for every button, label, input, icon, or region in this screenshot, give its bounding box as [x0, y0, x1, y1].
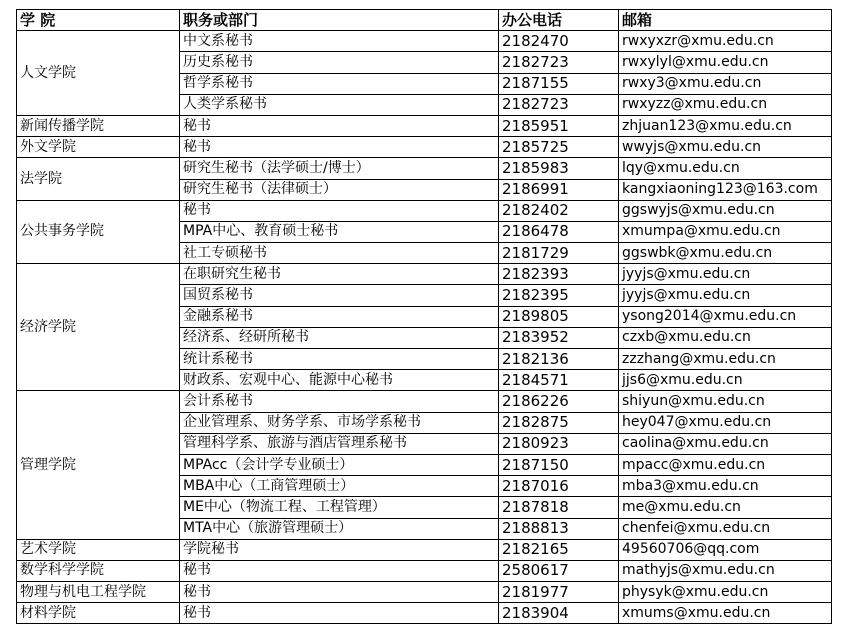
- phone-cell: 2182165: [499, 539, 619, 560]
- table-row: [17, 137, 832, 158]
- role-cell: 哲学系秘书: [180, 73, 499, 94]
- email-cell: ggswbk@xmu.edu.cn: [619, 243, 832, 264]
- college-cell: 公共事务学院: [17, 200, 180, 264]
- email-cell: rwxyxzr@xmu.edu.cn: [619, 31, 832, 52]
- phone-cell: 2182470: [499, 31, 619, 52]
- phone-cell: 2187818: [499, 497, 619, 518]
- role-cell: 学院秘书: [180, 539, 499, 560]
- role-cell: 秘书: [180, 603, 499, 624]
- role-cell: 企业管理系、财务学系、市场学系秘书: [180, 412, 499, 433]
- role-cell: 经济系、经研所秘书: [180, 327, 499, 348]
- email-cell: jyyjs@xmu.edu.cn: [619, 264, 832, 285]
- role-cell: 统计系秘书: [180, 349, 499, 370]
- phone-cell: 2186226: [499, 391, 619, 412]
- role-cell: 管理科学系、旅游与酒店管理系秘书: [180, 433, 499, 454]
- email-cell: chenfei@xmu.edu.cn: [619, 518, 832, 539]
- email-cell: mpacc@xmu.edu.cn: [619, 454, 832, 475]
- phone-cell: 2185951: [499, 115, 619, 136]
- email-cell: me@xmu.edu.cn: [619, 497, 832, 518]
- email-cell: ggswyjs@xmu.edu.cn: [619, 200, 832, 221]
- role-cell: 在职研究生秘书: [180, 264, 499, 285]
- email-cell: ysong2014@xmu.edu.cn: [619, 306, 832, 327]
- phone-cell: 2185725: [499, 137, 619, 158]
- header-row: [17, 10, 832, 31]
- email-cell: lqy@xmu.edu.cn: [619, 158, 832, 179]
- email-cell: zhjuan123@xmu.edu.cn: [619, 115, 832, 136]
- college-cell: 数学科学学院: [17, 560, 180, 581]
- role-cell: 人类学系秘书: [180, 94, 499, 115]
- email-cell: jjs6@xmu.edu.cn: [619, 370, 832, 391]
- role-cell: MPAcc（会计学专业硕士）: [180, 454, 499, 475]
- role-cell: 历史系秘书: [180, 52, 499, 73]
- email-cell: wwyjs@xmu.edu.cn: [619, 137, 832, 158]
- role-cell: 社工专硕秘书: [180, 243, 499, 264]
- phone-cell: 2182393: [499, 264, 619, 285]
- email-cell: physyk@xmu.edu.cn: [619, 582, 832, 603]
- phone-cell: 2180923: [499, 433, 619, 454]
- phone-cell: 2183952: [499, 327, 619, 348]
- role-cell: MTA中心（旅游管理硕士）: [180, 518, 499, 539]
- email-cell: shiyun@xmu.edu.cn: [619, 391, 832, 412]
- table-row: [17, 582, 832, 603]
- role-cell: 中文系秘书: [180, 31, 499, 52]
- college-cell: 经济学院: [17, 264, 180, 391]
- role-cell: MBA中心（工商管理硕士）: [180, 476, 499, 497]
- email-cell: xmums@xmu.edu.cn: [619, 603, 832, 624]
- phone-cell: 2187155: [499, 73, 619, 94]
- email-cell: czxb@xmu.edu.cn: [619, 327, 832, 348]
- email-cell: rwxy3@xmu.edu.cn: [619, 73, 832, 94]
- phone-cell: 2182723: [499, 94, 619, 115]
- email-cell: 49560706@qq.com: [619, 539, 832, 560]
- role-cell: 研究生秘书（法律硕士）: [180, 179, 499, 200]
- role-cell: 研究生秘书（法学硕士/博士）: [180, 158, 499, 179]
- phone-cell: 2182136: [499, 349, 619, 370]
- table-row: [17, 115, 832, 136]
- college-cell: 材料学院: [17, 603, 180, 624]
- phone-cell: 2183904: [499, 603, 619, 624]
- role-cell: 国贸系秘书: [180, 285, 499, 306]
- header-role: 职务或部门: [180, 10, 499, 31]
- phone-cell: 2182395: [499, 285, 619, 306]
- phone-cell: 2181977: [499, 582, 619, 603]
- table-body: [17, 31, 832, 624]
- email-cell: kangxiaoning123@163.com: [619, 179, 832, 200]
- role-cell: 秘书: [180, 137, 499, 158]
- role-cell: 财政系、宏观中心、能源中心秘书: [180, 370, 499, 391]
- role-cell: 秘书: [180, 582, 499, 603]
- role-cell: 秘书: [180, 560, 499, 581]
- header-phone: 办公电话: [499, 10, 619, 31]
- college-cell: 新闻传播学院: [17, 115, 180, 136]
- table-row: [17, 31, 832, 52]
- phone-cell: 2580617: [499, 560, 619, 581]
- phone-cell: 2186991: [499, 179, 619, 200]
- college-cell: 法学院: [17, 158, 180, 200]
- role-cell: ME中心（物流工程、工程管理）: [180, 497, 499, 518]
- header-email: 邮箱: [619, 10, 832, 31]
- phone-cell: 2181729: [499, 243, 619, 264]
- table-row: [17, 539, 832, 560]
- phone-cell: 2188813: [499, 518, 619, 539]
- email-cell: rwxyzz@xmu.edu.cn: [619, 94, 832, 115]
- phone-cell: 2185983: [499, 158, 619, 179]
- role-cell: 秘书: [180, 115, 499, 136]
- phone-cell: 2182723: [499, 52, 619, 73]
- contact-table: [16, 9, 832, 624]
- college-cell: 人文学院: [17, 31, 180, 116]
- email-cell: jyyjs@xmu.edu.cn: [619, 285, 832, 306]
- table-row: [17, 200, 832, 221]
- phone-cell: 2184571: [499, 370, 619, 391]
- role-cell: 秘书: [180, 200, 499, 221]
- table-row: [17, 603, 832, 624]
- table-row: [17, 158, 832, 179]
- role-cell: 会计系秘书: [180, 391, 499, 412]
- phone-cell: 2186478: [499, 221, 619, 242]
- college-cell: 艺术学院: [17, 539, 180, 560]
- email-cell: xmumpa@xmu.edu.cn: [619, 221, 832, 242]
- table-row: [17, 391, 832, 412]
- phone-cell: 2187150: [499, 454, 619, 475]
- email-cell: zzzhang@xmu.edu.cn: [619, 349, 832, 370]
- college-cell: 物理与机电工程学院: [17, 582, 180, 603]
- table-row: [17, 560, 832, 581]
- phone-cell: 2182402: [499, 200, 619, 221]
- email-cell: mba3@xmu.edu.cn: [619, 476, 832, 497]
- role-cell: 金融系秘书: [180, 306, 499, 327]
- email-cell: hey047@xmu.edu.cn: [619, 412, 832, 433]
- email-cell: caolina@xmu.edu.cn: [619, 433, 832, 454]
- header-college: 学 院: [17, 10, 180, 31]
- college-cell: 外文学院: [17, 137, 180, 158]
- phone-cell: 2182875: [499, 412, 619, 433]
- role-cell: MPA中心、教育硕士秘书: [180, 221, 499, 242]
- phone-cell: 2189805: [499, 306, 619, 327]
- email-cell: mathyjs@xmu.edu.cn: [619, 560, 832, 581]
- college-cell: 管理学院: [17, 391, 180, 539]
- phone-cell: 2187016: [499, 476, 619, 497]
- email-cell: rwxylyl@xmu.edu.cn: [619, 52, 832, 73]
- table-row: [17, 264, 832, 285]
